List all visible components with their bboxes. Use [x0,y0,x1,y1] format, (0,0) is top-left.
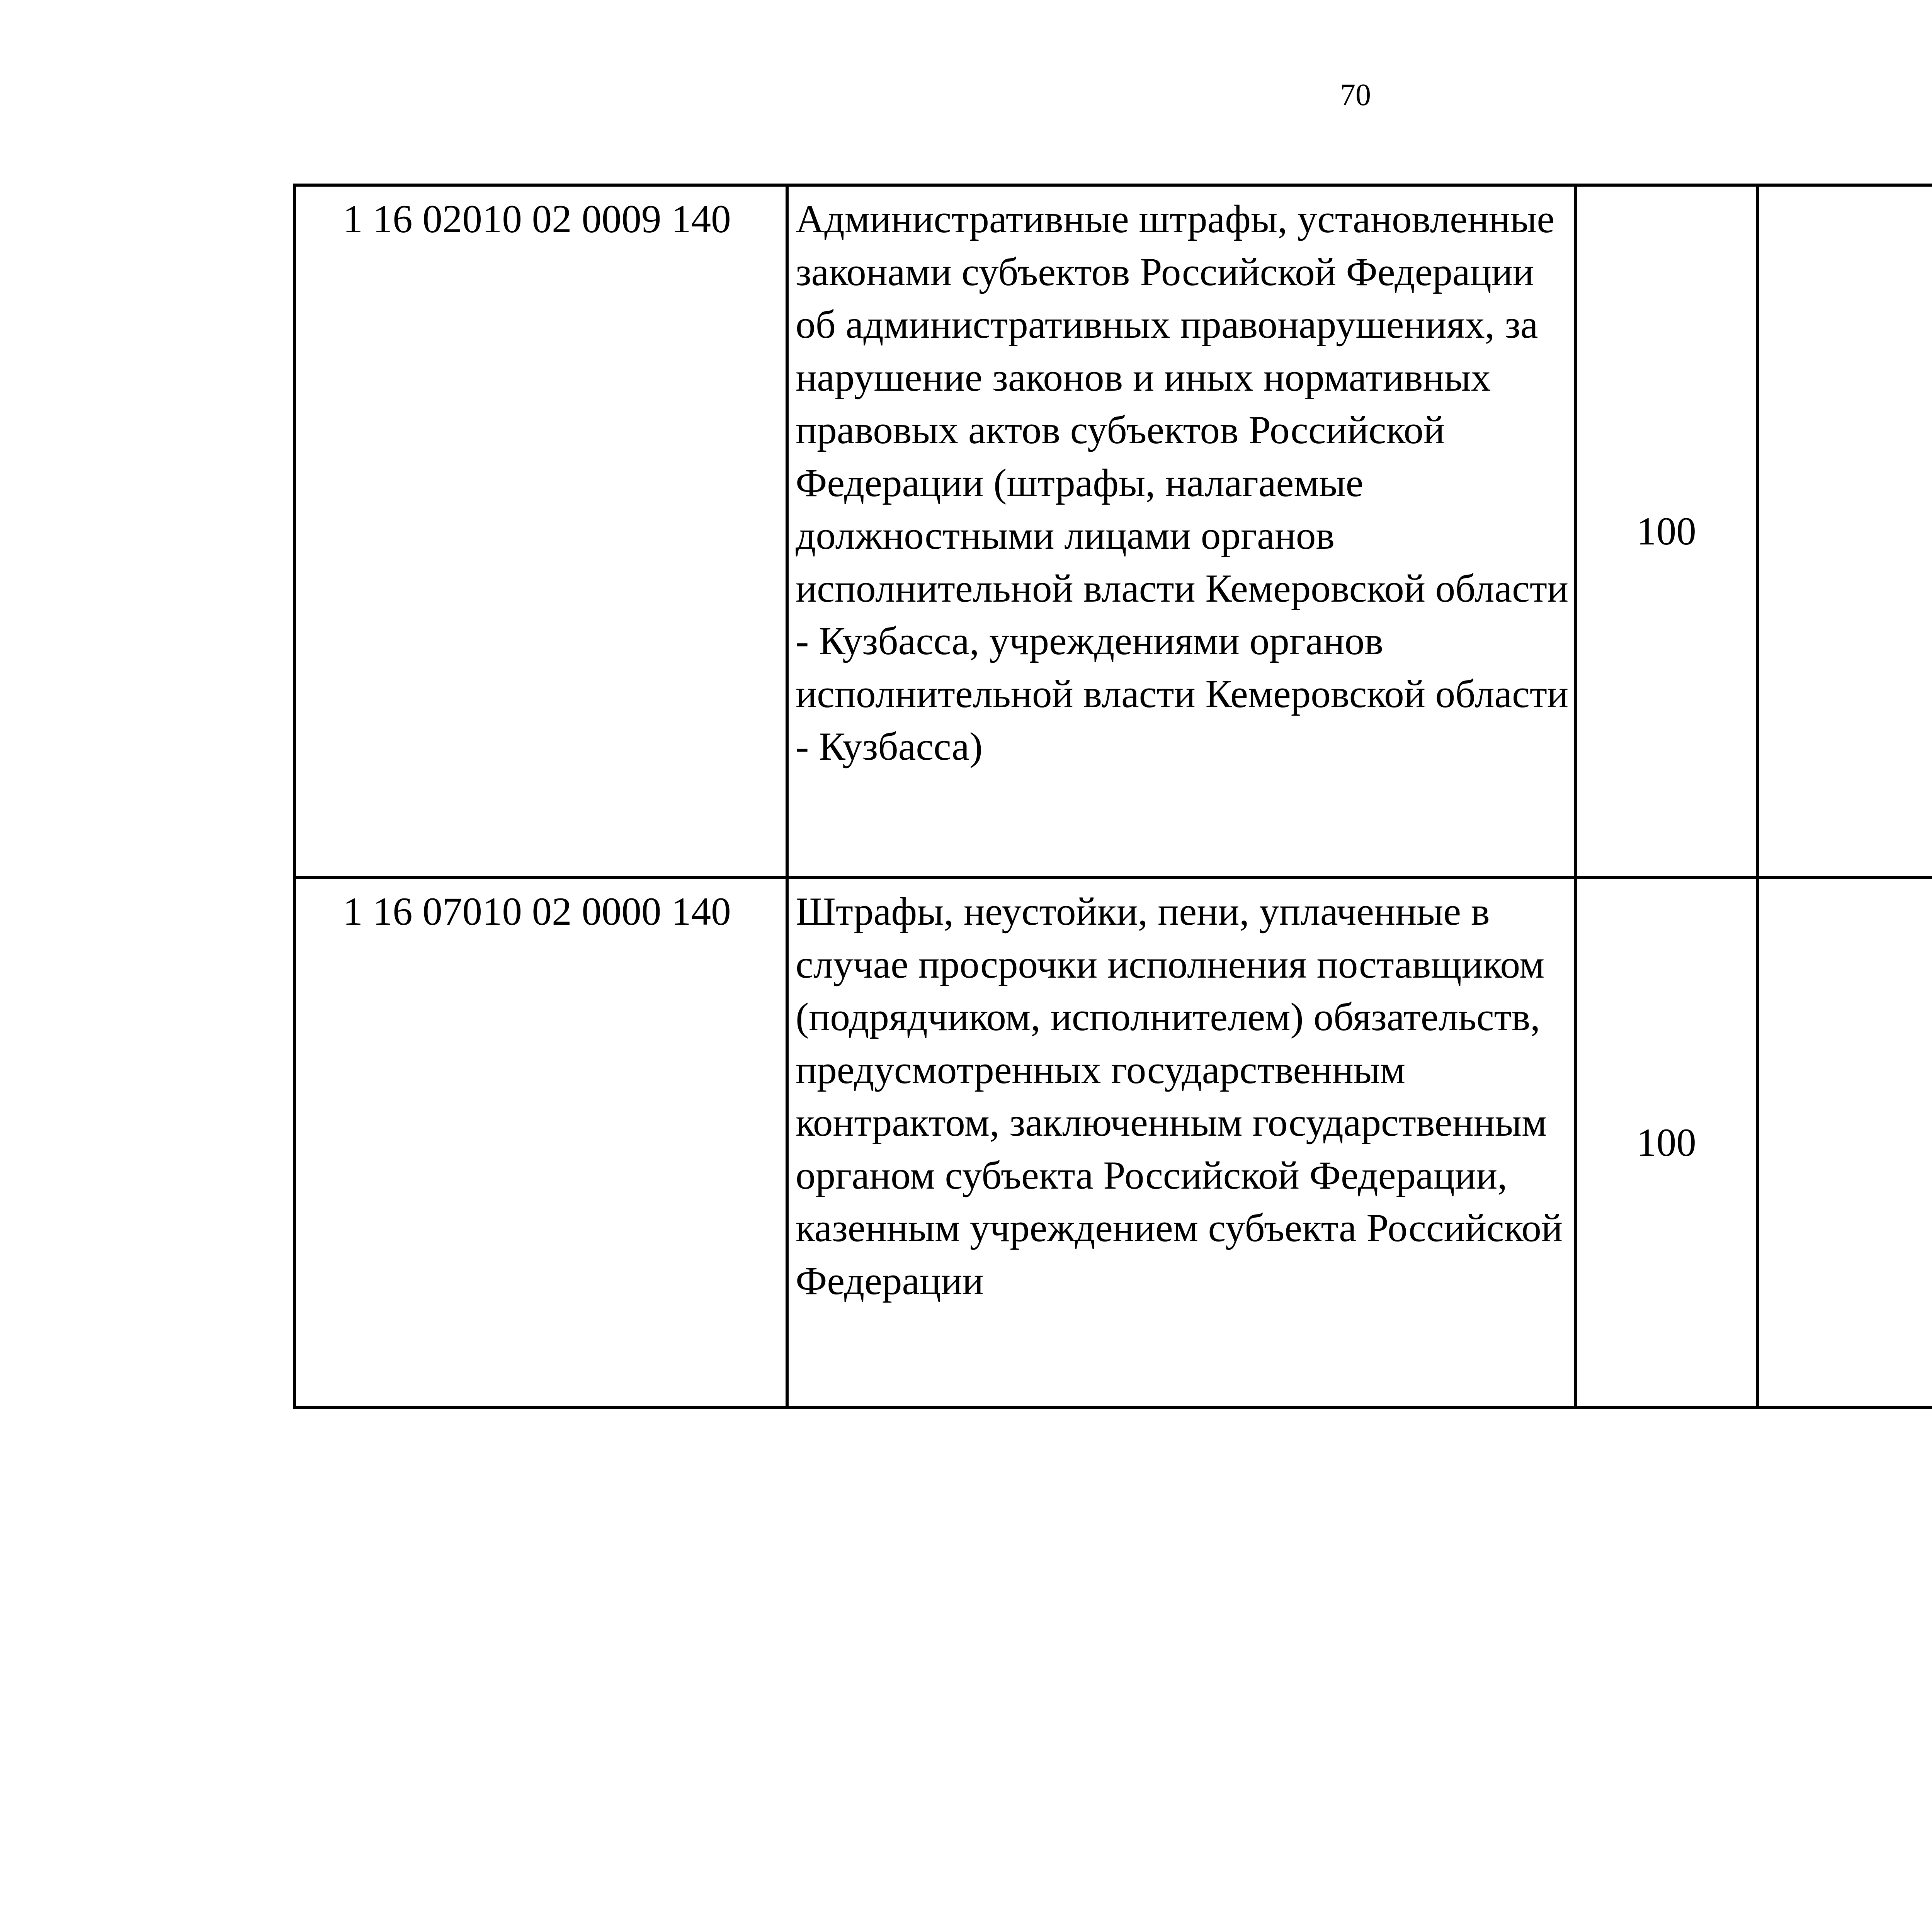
table-row [294,878,1932,1408]
description-cell: Штрафы, неустойки, пени, уплаченные в случае просрочки исполнения поставщиком (подрядчиком, исполнителем) обязательств, предусмотренных государственным контрактом, заключенным государственным органом субъекта Российской Федерации, казенным учреждением субъекта Российской Федерации [787,878,1575,1408]
revenue-table [293,184,1932,1409]
value-cell [1757,878,1932,1408]
page-number: 70 [1340,78,1371,112]
value-cell [1757,185,1932,878]
budget-code-cell: 1 16 02010 02 0009 140 [294,185,787,878]
table-row [294,185,1932,878]
budget-code-cell: 1 16 07010 02 0000 140 [294,878,787,1408]
percent-cell: 100 [1575,185,1757,878]
description-cell: Административные штрафы, установленные законами субъектов Российской Федерации об административных правонарушениях, за нарушение законов и иных нормативных правовых актов субъектов Российской Федерации (штрафы, налагаемые должностными лицами органов исполнительной власти Кемеровской области - Кузбасса, учреждениями органов исполнительной власти Кемеровской области - Кузбасса) [787,185,1575,878]
percent-cell: 100 [1575,878,1757,1408]
